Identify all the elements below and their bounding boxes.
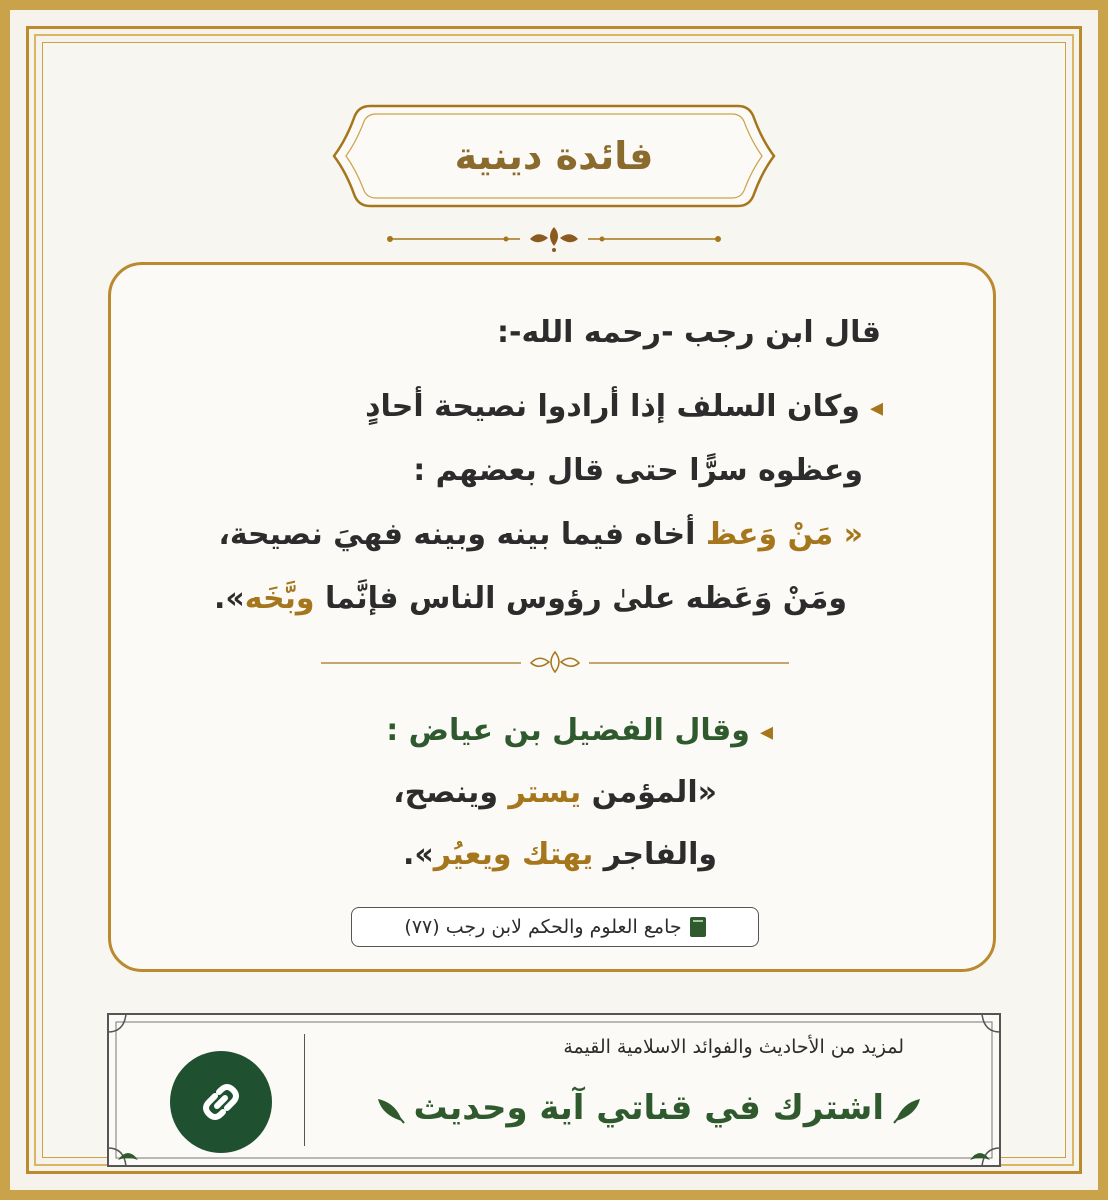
para1-line1-text: وكان السلف إذا أرادوا نصيحة أحادٍ [365,389,860,424]
para2-line1 [117,775,717,810]
para2-line1-b: يستر [508,775,582,810]
para2-heading-text: وقال الفضيل بن عياض : [386,713,750,748]
footer-separator [304,1034,305,1146]
footer-box[interactable] [104,1010,1004,1170]
book-icon [690,917,706,937]
quote2-end: ». [213,581,245,616]
source-text: جامع العلوم والحكم لابن رجب (٧٧) [404,916,682,938]
para2-line1-a: «المؤمن [581,775,717,810]
intro-line: قال ابن رجب -رحمه الله-: [497,315,881,350]
content-box [108,262,996,972]
middle-divider-ornament [321,648,789,678]
source-citation [351,907,759,947]
para2-line1-c: وينصح، [393,775,509,810]
quote1-emph: « مَنْ وَعظ [695,517,863,552]
link-button[interactable] [170,1051,272,1153]
arrow-icon: ◂ [759,717,773,747]
para2-heading [173,713,773,748]
para1-line1 [183,389,883,424]
title-divider-ornament [380,224,728,254]
para2-line2 [117,837,717,872]
page-title: فائدة دينية [454,134,654,178]
para1-line2: وعظوه سرًّا حتى قال بعضهم : [413,453,863,488]
para2-line2-c: ». [402,837,434,872]
title-plaque [330,100,778,212]
leaf-icon [892,1095,926,1125]
para2-line2-a: والفاجر [593,837,717,872]
quote2-emph: وبَّخَه [244,581,315,616]
footer-cta[interactable] [334,1088,934,1128]
footer-cta-text: اشترك في قناتي آية وحديث [413,1088,884,1128]
arrow-icon: ◂ [869,393,883,423]
quote2-start: ومَنْ وَعَظه علىٰ رؤوس الناس فإنَّما [314,581,847,616]
leaf-icon [372,1095,406,1125]
quote1-line [103,517,863,552]
quote2-line [87,581,847,616]
para2-line2-b: يهتك ويعيُر [433,837,594,872]
quote1-rest: أخاه فيما بينه وبينه فهيَ نصيحة، [218,517,696,552]
link-icon [193,1074,249,1130]
footer-subtitle: لمزيد من الأحاديث والفوائد الاسلامية القيمة [563,1036,904,1058]
